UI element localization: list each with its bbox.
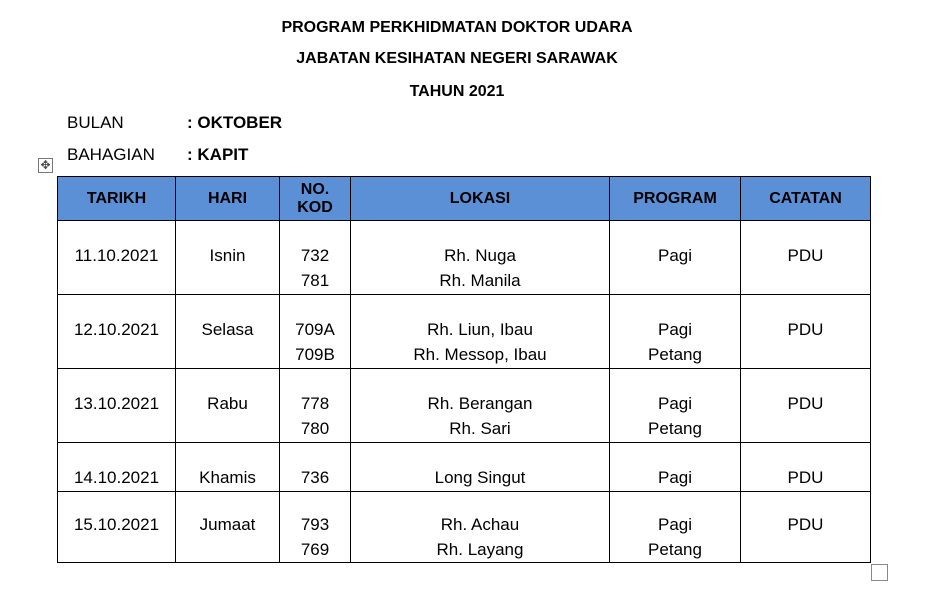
header-hari: HARI — [176, 177, 280, 221]
header-kod-line1: NO. — [300, 180, 330, 198]
program-value: Pagi — [657, 246, 693, 265]
lokasi-value: Rh. Nuga — [444, 246, 516, 265]
cell-lokasi — [351, 492, 610, 563]
schedule-table — [57, 176, 871, 563]
cell-kod — [280, 492, 351, 563]
table-header-row — [58, 177, 871, 221]
lokasi-value: Rh. Sari — [449, 419, 511, 438]
table-row — [58, 443, 871, 492]
cell-kod — [280, 221, 351, 295]
cell-catatan: PDU — [741, 369, 871, 443]
header-tarikh: TARIKH — [58, 177, 176, 221]
cell-kod — [280, 369, 351, 443]
kod-value: 736 — [300, 468, 330, 487]
table-row — [58, 369, 871, 443]
header-kod-line2: KOD — [297, 198, 333, 216]
lokasi-value: Rh. Achau — [440, 515, 520, 534]
cell-program — [610, 443, 741, 492]
cell-catatan: PDU — [741, 443, 871, 492]
cell-catatan: PDU — [741, 492, 871, 563]
month-label: BULAN — [67, 113, 124, 132]
lokasi-value: Long Singut — [434, 468, 526, 487]
lokasi-value: Rh. Messop, Ibau — [413, 345, 547, 364]
program-value: Pagi — [657, 320, 693, 339]
cell-catatan: PDU — [741, 295, 871, 369]
cell-catatan: PDU — [741, 221, 871, 295]
month-line — [67, 113, 282, 133]
kod-value: 778 — [300, 394, 330, 413]
lokasi-value: Rh. Liun, Ibau — [427, 320, 533, 339]
cell-lokasi — [351, 221, 610, 295]
document-title: PROGRAM PERKHIDMATAN DOKTOR UDARA — [281, 19, 633, 36]
cell-program — [610, 492, 741, 563]
cell-hari: Isnin — [176, 221, 280, 295]
month-value: : OKTOBER — [187, 113, 283, 132]
cell-tarikh: 12.10.2021 — [58, 295, 176, 369]
division-line — [67, 145, 248, 165]
cell-tarikh: 14.10.2021 — [58, 443, 176, 492]
division-value: : KAPIT — [187, 145, 249, 164]
cell-program — [610, 369, 741, 443]
kod-value: 709A — [295, 320, 335, 339]
department-title: JABATAN KESIHATAN NEGERI SARAWAK — [296, 50, 618, 67]
header-catatan: CATATAN — [741, 177, 871, 221]
kod-value: 732 — [300, 246, 330, 265]
cell-lokasi — [351, 443, 610, 492]
lokasi-value: Rh. Manila — [439, 271, 521, 290]
cell-tarikh: 13.10.2021 — [58, 369, 176, 443]
cell-hari: Khamis — [176, 443, 280, 492]
cell-tarikh: 15.10.2021 — [58, 492, 176, 563]
kod-value: 781 — [300, 271, 330, 290]
cell-tarikh: 11.10.2021 — [58, 221, 176, 295]
cell-lokasi — [351, 295, 610, 369]
lokasi-value: Rh. Layang — [436, 540, 524, 559]
cell-kod — [280, 295, 351, 369]
kod-value: 780 — [300, 419, 330, 438]
program-value: Pagi — [657, 515, 693, 534]
header-kod — [280, 177, 351, 221]
lokasi-value: Rh. Berangan — [427, 394, 533, 413]
program-value: Pagi — [657, 468, 693, 487]
cell-kod — [280, 443, 351, 492]
cell-hari: Jumaat — [176, 492, 280, 563]
kod-value: 793 — [300, 515, 330, 534]
program-value: Petang — [648, 540, 702, 559]
cell-program — [610, 295, 741, 369]
header-program: PROGRAM — [610, 177, 741, 221]
kod-value: 709B — [295, 345, 335, 364]
table-row — [58, 492, 871, 563]
program-value: Petang — [648, 419, 702, 438]
header-lokasi: LOKASI — [351, 177, 610, 221]
table-row — [58, 295, 871, 369]
cell-hari: Rabu — [176, 369, 280, 443]
table-resize-handle[interactable] — [871, 564, 888, 581]
table-row — [58, 221, 871, 295]
kod-value: 769 — [300, 540, 330, 559]
division-label: BAHAGIAN — [67, 145, 155, 164]
cell-program — [610, 221, 741, 295]
year-title: TAHUN 2021 — [409, 83, 505, 100]
program-value: Petang — [648, 345, 702, 364]
cell-hari: Selasa — [176, 295, 280, 369]
table-move-handle-icon[interactable]: ✥ — [38, 158, 53, 173]
program-value: Pagi — [657, 394, 693, 413]
cell-lokasi — [351, 369, 610, 443]
